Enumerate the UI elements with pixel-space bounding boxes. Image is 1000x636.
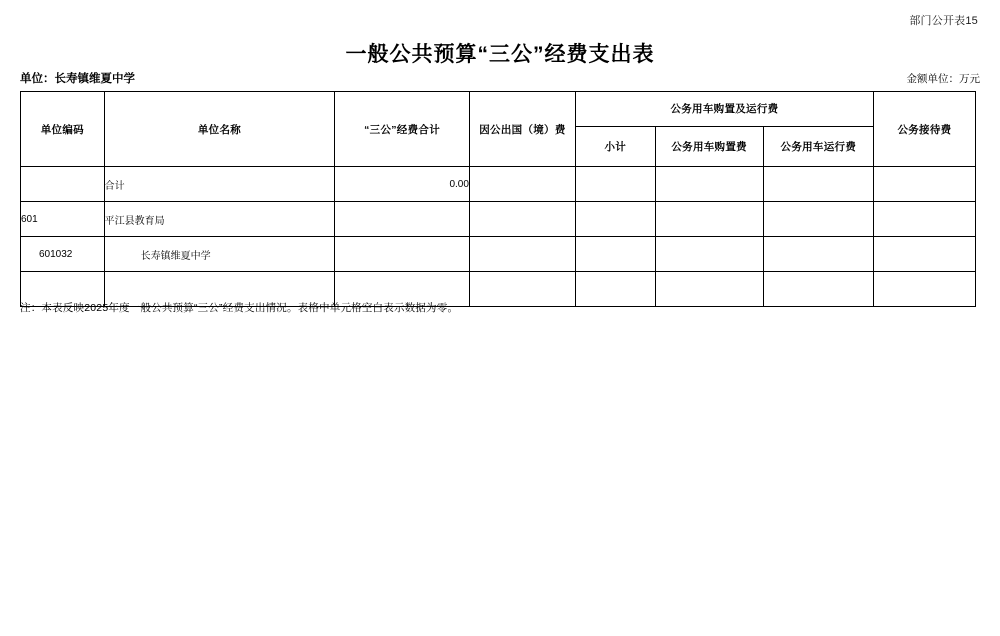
cell-vehicle-operation <box>763 237 873 272</box>
table-row <box>21 167 976 202</box>
cell-abroad <box>469 237 575 272</box>
cell-vehicle-purchase <box>655 202 763 237</box>
meta-row <box>20 70 980 86</box>
table-header-row-1 <box>21 92 976 127</box>
form-code-label: 部门公开表15 <box>909 15 978 27</box>
header-vehicle-group: 公务用车购置及运行费 <box>576 92 874 127</box>
budget-table <box>20 91 976 307</box>
cell-vehicle-purchase <box>655 272 763 307</box>
cell-unit-code: 601032 <box>21 237 105 272</box>
cell-unit-name: 长寿镇维夏中学 <box>104 237 335 272</box>
cell-abroad <box>469 167 575 202</box>
cell-reception <box>873 202 975 237</box>
cell-reception <box>873 237 975 272</box>
table-note: 注：本表反映2025年度一般公共预算“三公”经费支出情况。表格中单元格空白表示数据为零。 <box>20 302 459 314</box>
header-abroad: 因公出国（境）费 <box>469 92 575 167</box>
cell-vehicle-purchase <box>655 167 763 202</box>
header-vehicle-purchase: 公务用车购置费 <box>655 126 763 166</box>
cell-total <box>335 237 470 272</box>
cell-unit-code: 601 <box>21 202 105 237</box>
cell-vehicle-operation <box>763 202 873 237</box>
cell-vehicle-purchase <box>655 237 763 272</box>
cell-vehicle-subtotal <box>576 272 656 307</box>
table-row <box>21 202 976 237</box>
header-vehicle-operation: 公务用车运行费 <box>763 126 873 166</box>
header-total: “三公”经费合计 <box>335 92 470 167</box>
cell-vehicle-operation <box>763 272 873 307</box>
cell-vehicle-subtotal <box>576 237 656 272</box>
cell-reception <box>873 272 975 307</box>
cell-unit-code <box>21 167 105 202</box>
cell-unit-name: 平江县教育局 <box>104 202 335 237</box>
cell-reception <box>873 167 975 202</box>
cell-total <box>335 202 470 237</box>
cell-vehicle-subtotal <box>576 167 656 202</box>
cell-vehicle-operation <box>763 167 873 202</box>
cell-vehicle-subtotal <box>576 202 656 237</box>
cell-abroad <box>469 202 575 237</box>
amount-unit-label: 金额单位：万元 <box>906 73 980 85</box>
header-vehicle-subtotal: 小计 <box>576 126 656 166</box>
header-unit-code: 单位编码 <box>21 92 105 167</box>
table-row <box>21 237 976 272</box>
header-reception: 公务接待费 <box>873 92 975 167</box>
cell-total: 0.00 <box>335 167 470 202</box>
page-title: 一般公共预算“三公”经费支出表 <box>345 43 655 66</box>
cell-unit-name: 合计 <box>104 167 335 202</box>
header-unit-name: 单位名称 <box>104 92 335 167</box>
cell-abroad <box>469 272 575 307</box>
unit-name-label: 单位：长寿镇维夏中学 <box>20 73 135 85</box>
